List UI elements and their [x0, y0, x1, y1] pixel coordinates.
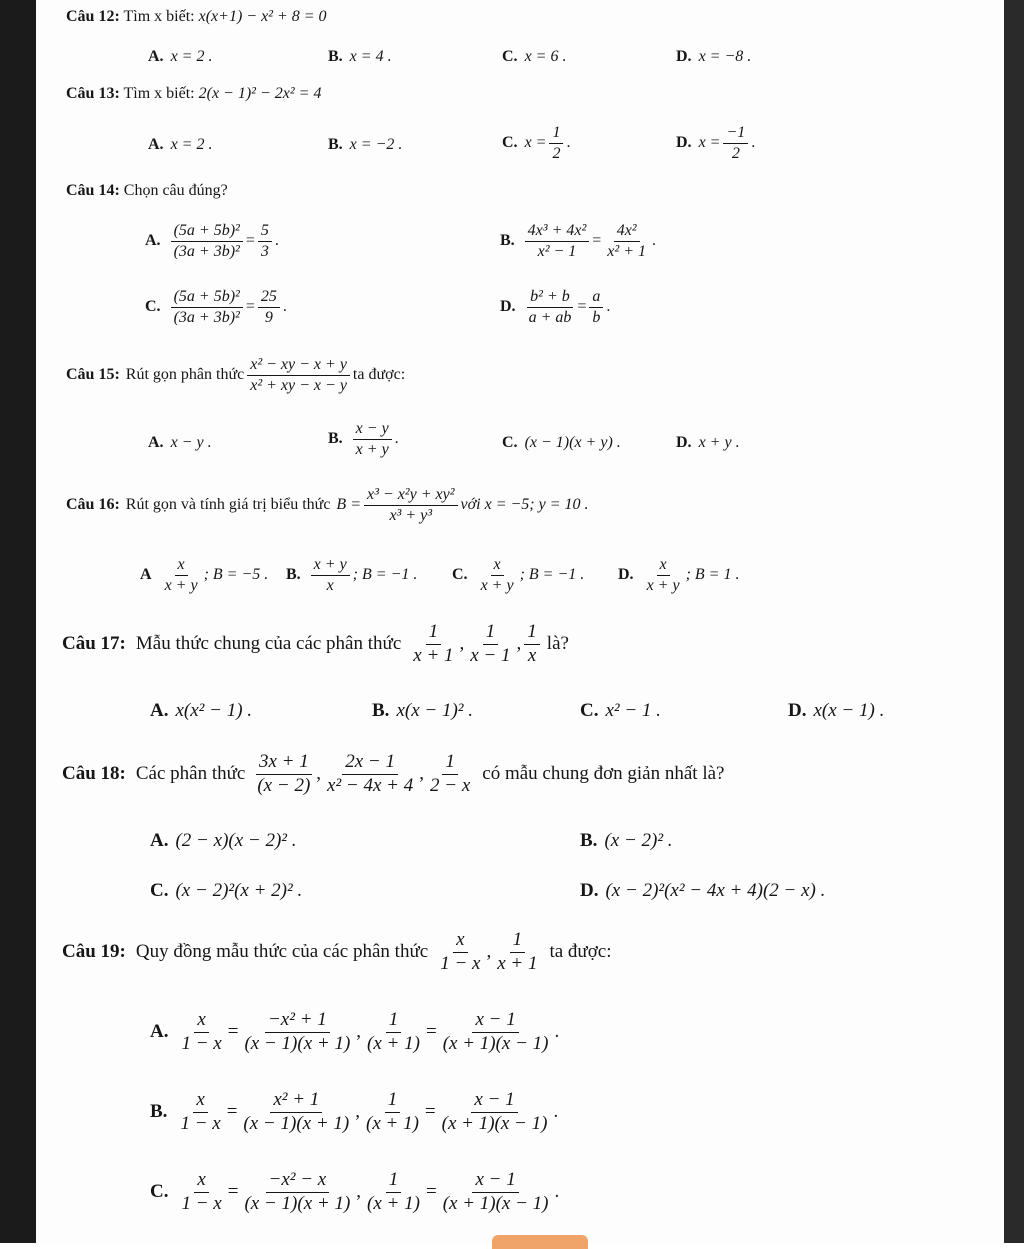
fraction: $\frac{\text{4x²}}{\text{x² + 1}}$ — [607, 222, 646, 260]
fraction: $\frac{5}{3}$ — [258, 222, 272, 260]
question-label: Câu 19: — [62, 941, 126, 963]
fraction: $\frac{\text{(5a + 5b)²}}{\text{(3a + 3b)²}}$ — [171, 288, 243, 326]
fraction: $\frac{1}{2 - x}$ — [430, 751, 471, 796]
right-dark-edge — [1004, 0, 1024, 1243]
option-d[interactable]: D. x = $\frac{-1}{2}$ . — [676, 124, 756, 162]
question-suffix: ta được: — [352, 366, 406, 384]
option-b[interactable]: B. x(x − 1)² . — [372, 700, 473, 721]
option-b[interactable]: B. $\frac{x + y}{x}$ ; B = −1 . — [286, 556, 418, 594]
fraction: $\frac{1}{2}$ — [549, 124, 563, 162]
question-prompt: Quy đồng mẫu thức của các phân thức — [135, 941, 429, 963]
option-d[interactable]: D. $\frac{x}{x + y}$ ; B = 1 . — [618, 556, 740, 594]
option-c[interactable]: C. x = 6 . — [502, 48, 567, 65]
question-15 — [66, 356, 405, 394]
fraction: $\frac{x}{x + y}$ — [480, 556, 514, 594]
question-label: Câu 14: — [66, 182, 120, 199]
option-b[interactable]: B. x = −2 . — [328, 136, 403, 153]
option-c[interactable]: C. x = $\frac{1}{2}$ . — [502, 124, 571, 162]
question-label: Câu 13: — [66, 85, 120, 102]
fraction: $\frac{1}{x + 1}$ — [497, 929, 538, 974]
fraction: $\frac{a}{b}$ — [589, 288, 603, 326]
question-suffix: có mẫu chung đơn giản nhất là? — [482, 763, 725, 785]
option-a[interactable]: A $\frac{x}{x + y}$ ; B = −5 . — [140, 556, 269, 594]
question-18: Câu 18: Các phân thức $\frac{3x + 1}{(x - 2)}$ , $\frac{2x - 1}{\text{x² − 4x + 4}}$ , $\frac{1}{2 - x}$ có mẫu chung đơn giản nhất là? — [62, 751, 725, 796]
option-b[interactable]: B. $\frac{\text{4x³ + 4x²}}{\text{x² − 1}}$ = $\frac{\text{4x²}}{\text{x² + 1}}$ . — [500, 222, 656, 260]
fraction: $\frac{x}{1 - x}$ — [440, 929, 481, 974]
fraction: $\frac{x}{x + y}$ — [646, 556, 680, 594]
question-prompt: Mẫu thức chung của các phân thức — [135, 633, 402, 655]
fraction: $\frac{2x - 1}{\text{x² − 4x + 4}}$ — [327, 751, 414, 796]
question-prompt: Rút gọn phân thức — [125, 366, 245, 384]
question-12 — [66, 8, 327, 26]
option-a[interactable]: A. x − y . — [148, 434, 212, 451]
question-17: Câu 17: Mẫu thức chung của các phân thức $\frac{1}{x + 1}$ , $\frac{1}{x - 1}$ , $\frac{1}{x}$ là? — [62, 621, 569, 666]
fraction: $\frac{-1}{2}$ — [723, 124, 748, 162]
left-dark-edge — [0, 0, 36, 1243]
option-a[interactable]: A. (2 − x)(x − 2)² . — [150, 830, 297, 851]
option-a[interactable]: A. x = 2 . — [148, 136, 213, 153]
fraction: $\frac{\text{(5a + 5b)²}}{\text{(3a + 3b)²}}$ — [171, 222, 243, 260]
option-c[interactable]: C. x² − 1 . — [580, 700, 661, 721]
question-label: Câu 17: — [62, 633, 126, 655]
question-prompt: Các phân thức — [135, 763, 246, 785]
option-d[interactable]: D. (x − 2)²(x² − 4x + 4)(2 − x) . — [580, 880, 826, 901]
fraction: $\frac{1}{x}$ — [524, 622, 540, 667]
option-c[interactable]: C. $\frac{x}{x + y}$ ; B = −1 . — [452, 556, 585, 594]
question-suffix: là? — [546, 633, 569, 655]
option-b[interactable]: B. x = 4 . — [328, 48, 392, 65]
question-16: Câu 16: Rút gọn và tính giá trị biểu thức B = $\frac{\text{x³ − x²y + xy²}}{\text{x³ + y³}}$ với x = −5; y = 10 . — [66, 486, 589, 524]
question-label: Câu 16: — [66, 496, 120, 514]
equation: 2(x − 1)² − 2x² = 4 — [198, 85, 322, 102]
question-label: Câu 15: — [66, 366, 120, 384]
option-c[interactable]: C. $\frac{\text{(5a + 5b)²}}{\text{(3a + 3b)²}}$ = $\frac{25}{9}$ . — [145, 288, 287, 326]
fraction: $\frac{x + y}{x}$ — [311, 556, 350, 594]
option-d[interactable]: D. x(x − 1) . — [788, 700, 885, 721]
fraction: $\frac{x - y}{x + y}$ — [353, 420, 392, 458]
equation: x(x+1) − x² + 8 = 0 — [198, 8, 327, 25]
fraction: $\frac{x}{x + y}$ — [164, 556, 198, 594]
question-prompt: Tìm x biết: — [123, 8, 195, 25]
fraction: $\frac{\text{4x³ + 4x²}}{\text{x² − 1}}$ — [525, 222, 590, 260]
question-13 — [66, 85, 321, 103]
option-a[interactable]: A. x = 2 . — [148, 48, 213, 65]
option-b[interactable]: B. (x − 2)² . — [580, 830, 673, 851]
fraction: $\frac{25}{9}$ — [258, 288, 280, 326]
question-19: Câu 19: Quy đồng mẫu thức của các phân thức $\frac{x}{1 - x}$ , $\frac{1}{x + 1}$ ta được: — [62, 929, 612, 974]
fraction: $\frac{1}{x + 1}$ — [413, 621, 454, 666]
option-c[interactable]: C. (x − 1)(x + y) . — [502, 434, 621, 451]
fraction: $\frac{\text{x² − xy − x + y}}{\text{x² + xy − x − y}}$ — [247, 356, 350, 394]
question-label: Câu 12: — [66, 8, 120, 25]
question-prompt: Tìm x biết: — [123, 85, 195, 102]
option-c[interactable]: C. (x − 2)²(x + 2)² . — [150, 880, 303, 901]
fraction: $\frac{1}{x - 1}$ — [470, 621, 511, 666]
option-b[interactable]: B. $\frac{x}{1 - x}$ = $\frac{\text{x² + 1}}{(x - 1)(x + 1)}$ , $\frac{1}{(x + 1)}$ = $\frac{x - 1}{(x + 1)(x - 1)}$ . — [150, 1089, 559, 1134]
option-d[interactable]: D. x + y . — [676, 434, 740, 451]
question-prompt: Chọn câu đúng? — [123, 182, 228, 199]
fraction: $\frac{\text{b² + b}}{a + ab}$ — [528, 288, 572, 326]
bottom-floating-button[interactable] — [492, 1235, 588, 1249]
option-a[interactable]: A. $\frac{\text{(5a + 5b)²}}{\text{(3a + 3b)²}}$ = $\frac{5}{3}$ . — [145, 222, 279, 260]
fraction: $\frac{3x + 1}{(x - 2)}$ — [257, 751, 311, 796]
fraction: $\frac{\text{x³ − x²y + xy²}}{\text{x³ + y³}}$ — [364, 486, 458, 524]
option-d[interactable]: D. $\frac{\text{b² + b}}{a + ab}$ = $\frac{a}{b}$ . — [500, 288, 611, 326]
question-14 — [66, 182, 228, 200]
option-b[interactable]: B. $\frac{x - y}{x + y}$ . — [328, 420, 399, 458]
option-a[interactable]: A. $\frac{x}{1 - x}$ = $\frac{\text{−x² + 1}}{(x - 1)(x + 1)}$ , $\frac{1}{(x + 1)}$ = $\frac{x - 1}{(x + 1)(x - 1)}$ . — [150, 1009, 560, 1054]
question-prompt: Rút gọn và tính giá trị biểu thức — [125, 496, 331, 514]
question-suffix: với x = −5; y = 10 . — [460, 496, 589, 514]
option-c[interactable]: C. $\frac{x}{1 - x}$ = $\frac{\text{−x² − x}}{(x - 1)(x + 1)}$ , $\frac{1}{(x + 1)}$ = $\frac{x - 1}{(x + 1)(x - 1)}$ . — [150, 1169, 560, 1214]
option-d[interactable]: D. x = −8 . — [676, 48, 752, 65]
option-a[interactable]: A. x(x² − 1) . — [150, 700, 253, 721]
question-suffix: ta được: — [549, 941, 612, 963]
question-label: Câu 18: — [62, 763, 126, 785]
